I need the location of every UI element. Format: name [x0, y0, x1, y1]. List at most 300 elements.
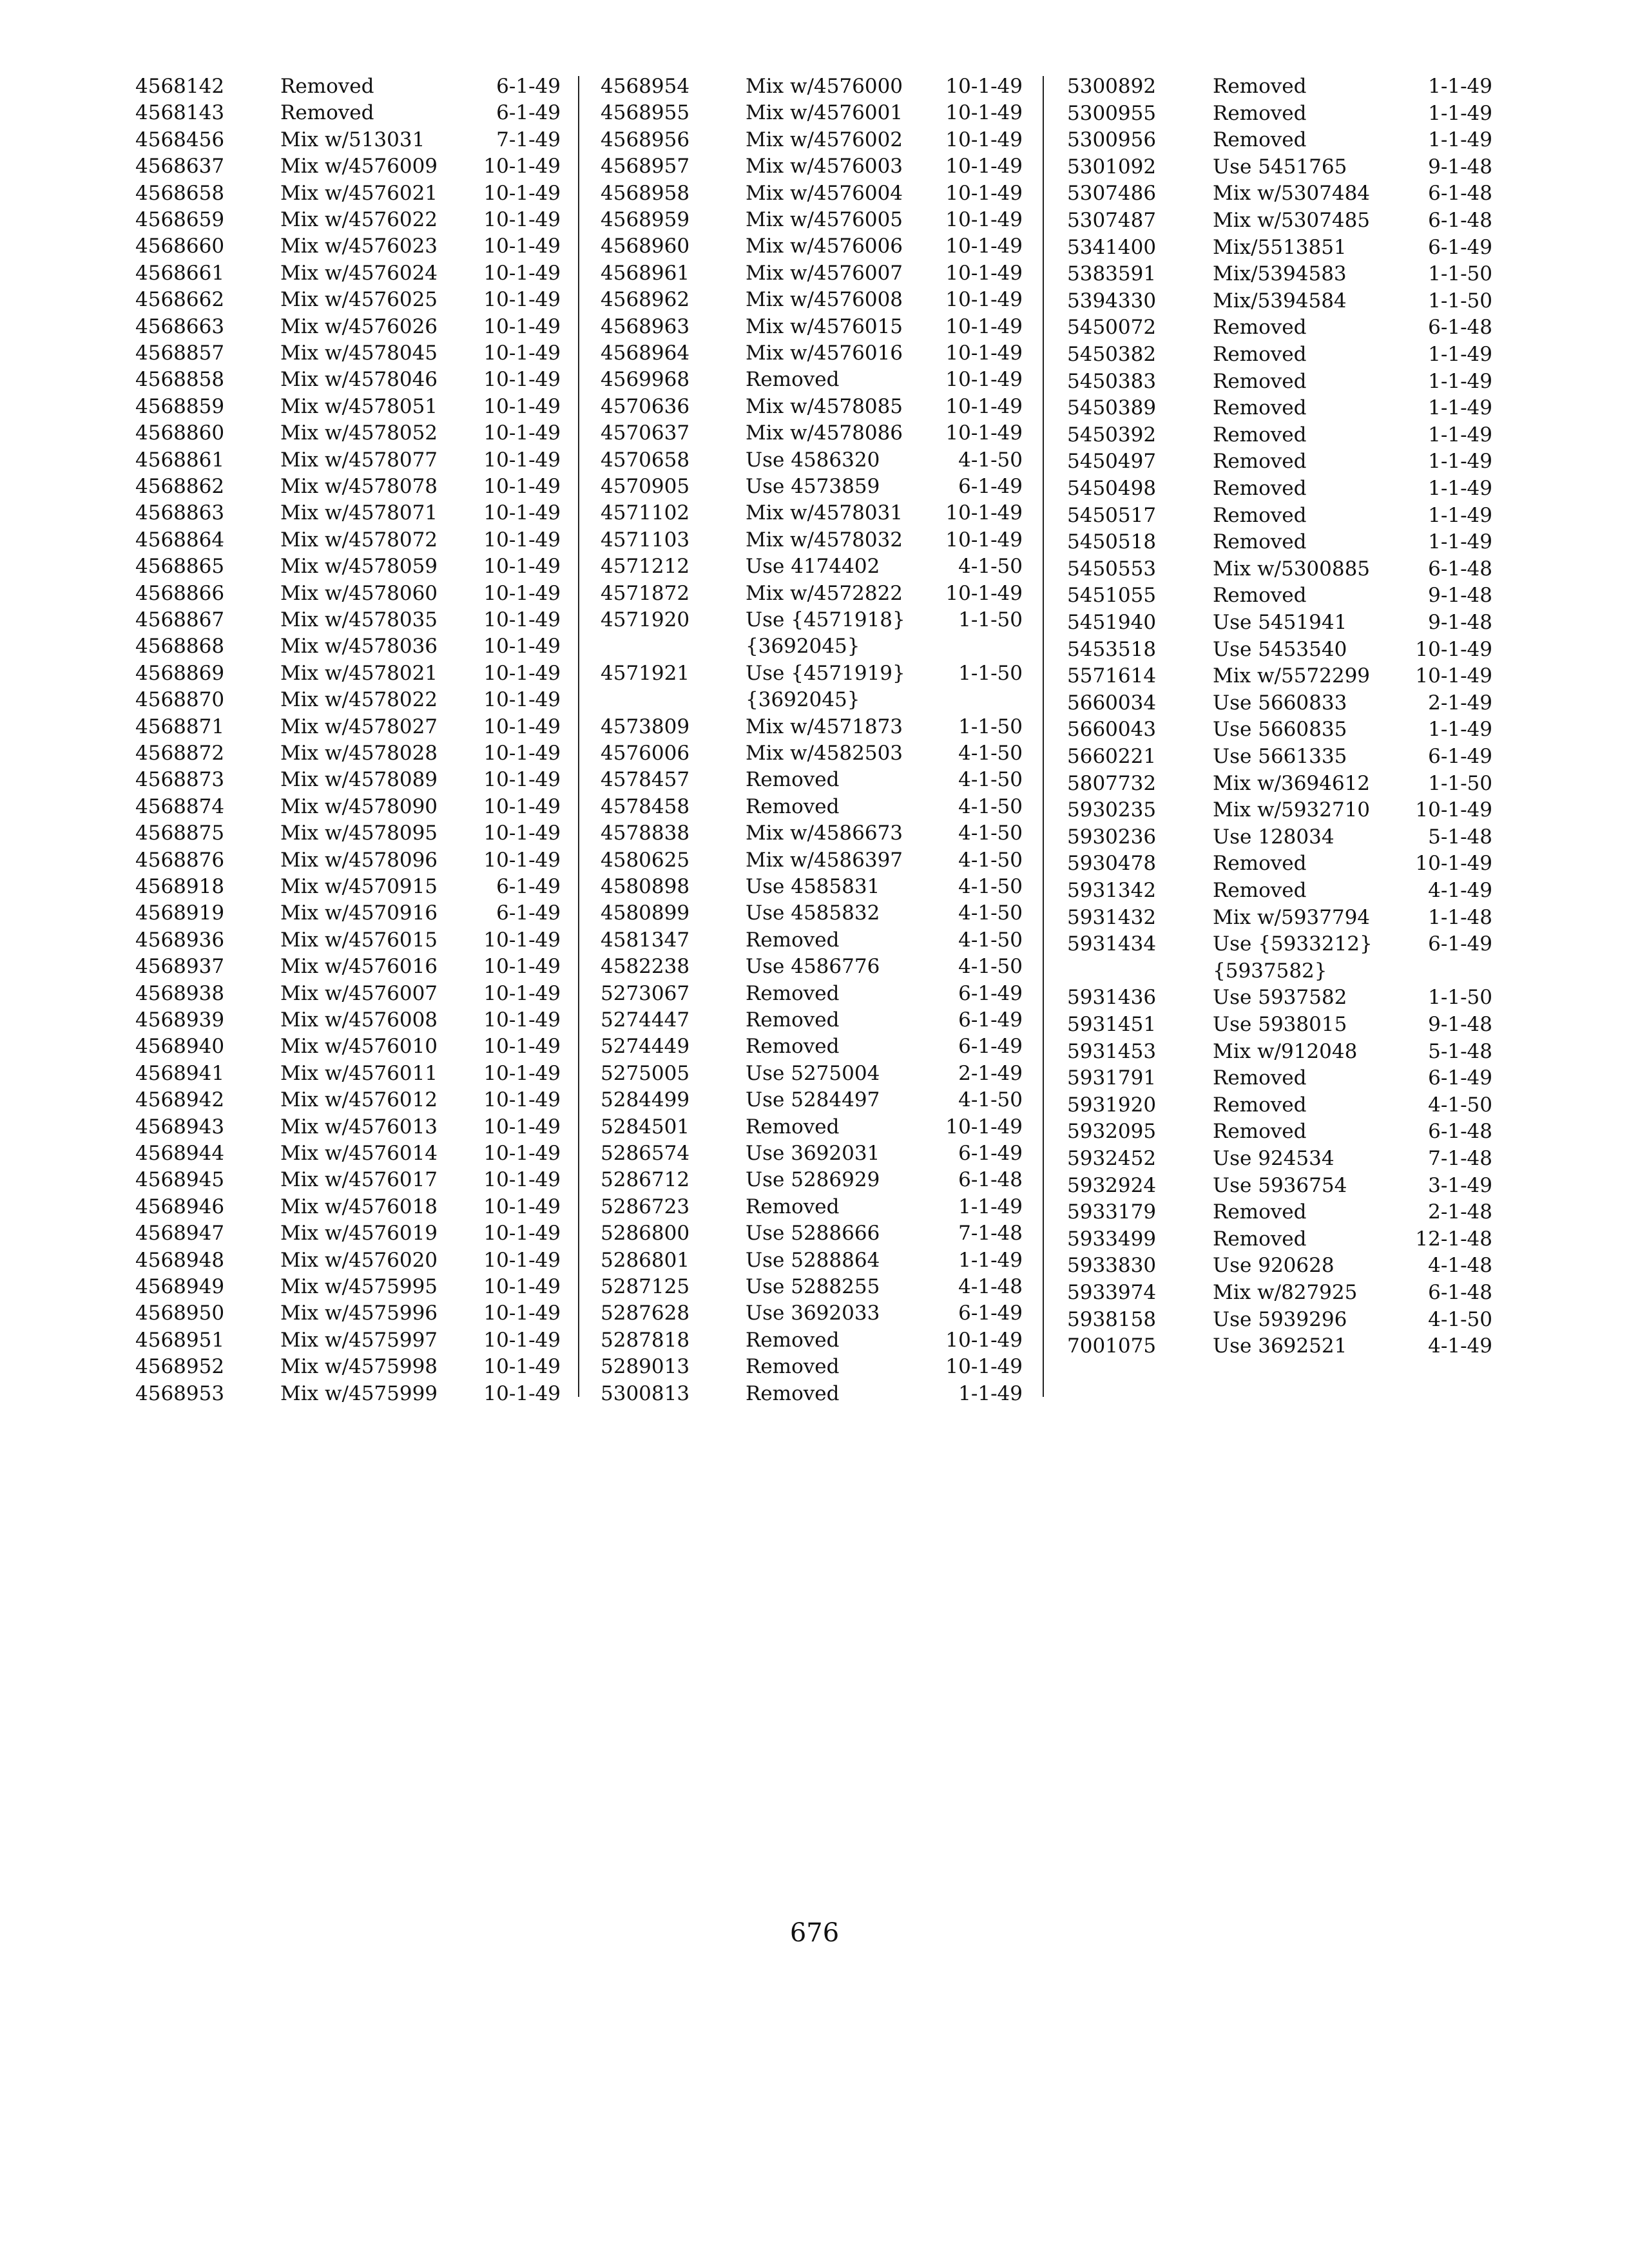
disposition: Use 5288255 — [746, 1275, 880, 1298]
disposition: Mix w/4576024 — [280, 261, 438, 285]
effective-date: 10-1-49 — [1415, 852, 1492, 876]
table-row — [135, 73, 567, 100]
part-number: 5931920 — [1067, 1093, 1157, 1117]
disposition: Removed — [1213, 1200, 1307, 1224]
effective-date: 6-1-49 — [496, 101, 561, 125]
effective-date: 6-1-48 — [1428, 1281, 1492, 1304]
effective-date: 4-1-50 — [958, 955, 1023, 979]
disposition: Mix w/4576020 — [280, 1248, 438, 1272]
disposition: Mix w/4576019 — [280, 1222, 438, 1245]
part-number: 4568942 — [135, 1088, 225, 1112]
table-row — [1067, 1173, 1492, 1199]
table-row — [601, 767, 1032, 793]
table-row — [135, 1327, 567, 1354]
effective-date: 4-1-50 — [958, 448, 1023, 472]
effective-date: 10-1-49 — [483, 1195, 561, 1218]
table-row — [601, 207, 1032, 233]
effective-date: 6-1-48 — [1428, 209, 1492, 232]
part-number: 4568953 — [135, 1381, 225, 1405]
part-number: 5933974 — [1067, 1281, 1157, 1304]
effective-date: 1-1-50 — [958, 661, 1023, 685]
part-number: 5571614 — [1067, 664, 1157, 688]
effective-date: 6-1-48 — [1428, 182, 1492, 206]
effective-date: 1-1-50 — [1428, 289, 1492, 312]
disposition: Use 5284497 — [746, 1088, 880, 1112]
table-row — [601, 927, 1032, 954]
effective-date: 1-1-49 — [1428, 530, 1492, 554]
table-row — [1067, 878, 1492, 904]
disposition: Use 5661335 — [1213, 745, 1347, 768]
table-row — [601, 447, 1032, 474]
table-row — [1067, 207, 1492, 234]
disposition: Removed — [1213, 1066, 1307, 1090]
effective-date: 10-1-49 — [945, 314, 1023, 338]
part-number: 5660043 — [1067, 718, 1157, 742]
disposition: Removed — [746, 1008, 840, 1032]
part-number: 4568960 — [601, 235, 690, 258]
effective-date: 4-1-49 — [1428, 1334, 1492, 1358]
effective-date: 10-1-49 — [483, 421, 561, 445]
effective-date: 10-1-49 — [483, 208, 561, 231]
table-row — [601, 314, 1032, 340]
part-number: 5932095 — [1067, 1120, 1157, 1144]
table-row — [135, 1140, 567, 1167]
effective-date: 10-1-49 — [945, 75, 1023, 98]
disposition: Use 5660835 — [1213, 718, 1347, 742]
effective-date: 6-1-48 — [1428, 316, 1492, 340]
effective-date: 4-1-50 — [958, 875, 1023, 898]
effective-date: 4-1-50 — [1428, 1093, 1492, 1117]
disposition: Use 924534 — [1213, 1147, 1335, 1170]
table-row — [601, 740, 1032, 767]
disposition: Removed — [746, 1195, 840, 1218]
effective-date: 5-1-48 — [1428, 825, 1492, 849]
disposition: Use 4585831 — [746, 875, 880, 898]
table-row — [135, 100, 567, 126]
disposition: Mix w/3694612 — [1213, 771, 1371, 795]
part-number: 5301092 — [1067, 155, 1157, 178]
table-row — [1067, 1039, 1492, 1065]
table-row — [1067, 1253, 1492, 1279]
part-number: 4581347 — [601, 928, 690, 952]
disposition: Mix w/4578031 — [746, 501, 903, 525]
part-number: 4568956 — [601, 128, 690, 151]
table-row — [1067, 824, 1492, 850]
disposition: Mix w/4576023 — [280, 235, 438, 258]
disposition: Mix w/4578027 — [280, 715, 438, 738]
disposition: Removed — [746, 1035, 840, 1059]
effective-date: 10-1-49 — [1415, 637, 1492, 661]
disposition: Use 5938015 — [1213, 1013, 1347, 1036]
part-number: 4568940 — [135, 1035, 225, 1059]
table-row — [601, 153, 1032, 180]
effective-date: 1-1-49 — [958, 1195, 1023, 1218]
table-row — [135, 287, 567, 313]
part-number: 4568945 — [135, 1168, 225, 1192]
part-number: 4568943 — [135, 1115, 225, 1139]
disposition: {5937582} — [1213, 959, 1327, 983]
effective-date: 6-1-49 — [958, 1035, 1023, 1059]
part-number: 4568865 — [135, 555, 225, 579]
disposition: Use 3692521 — [1213, 1334, 1347, 1358]
disposition: Mix w/4576022 — [280, 208, 438, 231]
table-row — [601, 847, 1032, 874]
part-number: 4568637 — [135, 155, 225, 178]
part-number: 4580625 — [601, 848, 690, 872]
part-number: 5284501 — [601, 1115, 690, 1139]
table-row — [601, 1327, 1032, 1354]
table-row — [135, 207, 567, 233]
effective-date: 10-1-49 — [483, 181, 561, 205]
disposition: Mix w/4576014 — [280, 1142, 438, 1165]
effective-date: 10-1-49 — [945, 581, 1023, 605]
part-number: 4568860 — [135, 421, 225, 445]
effective-date: 1-1-49 — [1428, 450, 1492, 474]
disposition: Mix w/4576018 — [280, 1195, 438, 1218]
part-number: 5451940 — [1067, 611, 1157, 634]
disposition: Removed — [1213, 1093, 1307, 1117]
effective-date: 2-1-49 — [958, 1061, 1023, 1085]
part-number: 5274449 — [601, 1035, 690, 1059]
part-number: 5933179 — [1067, 1200, 1157, 1224]
part-number: 4568858 — [135, 368, 225, 392]
disposition: Mix w/4576005 — [746, 208, 903, 231]
table-row — [135, 740, 567, 767]
disposition: Mix w/4576015 — [746, 314, 903, 338]
part-number: 4568954 — [601, 75, 690, 98]
effective-date: 10-1-49 — [483, 314, 561, 338]
disposition: Mix w/4576008 — [280, 1008, 438, 1032]
table-row — [135, 1274, 567, 1300]
table-row — [601, 367, 1032, 393]
part-number: 4568870 — [135, 688, 225, 712]
effective-date: 10-1-49 — [483, 261, 561, 285]
effective-date: 1-1-49 — [1428, 503, 1492, 527]
table-row — [601, 420, 1032, 447]
table-row — [601, 1300, 1032, 1327]
part-number: 4568959 — [601, 208, 690, 231]
part-number: 4570636 — [601, 394, 690, 418]
part-number: 4568944 — [135, 1142, 225, 1165]
effective-date: 9-1-48 — [1428, 1013, 1492, 1036]
effective-date: 1-1-49 — [1428, 423, 1492, 447]
effective-date: 4-1-50 — [958, 822, 1023, 845]
part-number: 4568873 — [135, 768, 225, 792]
effective-date: 10-1-49 — [483, 794, 561, 818]
effective-date: 10-1-49 — [945, 421, 1023, 445]
table-row — [1067, 744, 1492, 770]
disposition: Mix w/4576016 — [280, 955, 438, 979]
disposition: Mix w/5300885 — [1213, 557, 1371, 581]
table-row — [135, 394, 567, 420]
disposition: Mix w/4575995 — [280, 1275, 438, 1298]
effective-date: 6-1-49 — [496, 75, 561, 98]
part-number: 4568955 — [601, 101, 690, 125]
column-divider — [1043, 76, 1044, 1397]
table-row — [135, 233, 567, 260]
part-number: 5660221 — [1067, 745, 1157, 768]
part-number: 4568938 — [135, 981, 225, 1005]
table-row — [135, 687, 567, 713]
part-number: 4568857 — [135, 341, 225, 365]
table-row — [135, 820, 567, 847]
table-row — [1067, 771, 1492, 797]
effective-date: 10-1-49 — [1415, 798, 1492, 822]
disposition: Mix w/4576017 — [280, 1168, 438, 1192]
disposition: Mix w/4578085 — [746, 394, 903, 418]
table-row — [601, 340, 1032, 367]
disposition: Mix w/4570916 — [280, 901, 438, 925]
part-number: 5286712 — [601, 1168, 690, 1192]
table-row — [601, 1061, 1032, 1087]
effective-date: 1-1-50 — [1428, 771, 1492, 795]
disposition: Mix w/4578060 — [280, 581, 438, 605]
table-row — [135, 314, 567, 340]
effective-date: 4-1-50 — [958, 794, 1023, 818]
disposition: Mix w/4576015 — [280, 928, 438, 952]
effective-date: 10-1-49 — [945, 235, 1023, 258]
part-number: 4568871 — [135, 715, 225, 738]
disposition: Mix w/4576010 — [280, 1035, 438, 1059]
disposition: Mix w/4576011 — [280, 1061, 438, 1085]
table-row — [1067, 716, 1492, 743]
disposition: Removed — [1213, 477, 1307, 500]
effective-date: 1-1-49 — [1428, 128, 1492, 152]
disposition: Removed — [746, 1328, 840, 1352]
table-row — [135, 1087, 567, 1113]
table-row — [1067, 422, 1492, 448]
table-row — [135, 1114, 567, 1140]
disposition: Use 4586320 — [746, 448, 880, 472]
table-row — [1067, 1226, 1492, 1253]
disposition: Mix w/4576007 — [746, 261, 903, 285]
table-row — [601, 500, 1032, 526]
disposition: Mix w/4576016 — [746, 341, 903, 365]
disposition: Mix w/4578051 — [280, 394, 438, 418]
disposition: Use 5286929 — [746, 1168, 880, 1192]
part-number: 4568142 — [135, 75, 225, 98]
effective-date: 10-1-49 — [945, 181, 1023, 205]
part-number: 4568963 — [601, 314, 690, 338]
part-number: 4568868 — [135, 635, 225, 658]
effective-date: 10-1-49 — [483, 1008, 561, 1032]
effective-date: 6-1-48 — [958, 1168, 1023, 1192]
effective-date: 10-1-49 — [483, 955, 561, 979]
effective-date: 10-1-49 — [483, 288, 561, 312]
part-number: 5807732 — [1067, 771, 1157, 795]
table-row — [601, 1087, 1032, 1113]
table-row — [1067, 905, 1492, 931]
table-row — [135, 127, 567, 153]
part-number: 5938158 — [1067, 1307, 1157, 1331]
part-number: 4568659 — [135, 208, 225, 231]
effective-date: 10-1-49 — [483, 688, 561, 712]
disposition: Use 5939296 — [1213, 1307, 1347, 1331]
table-row — [1067, 127, 1492, 153]
effective-date: 10-1-49 — [483, 394, 561, 418]
part-number: 5286574 — [601, 1142, 690, 1165]
table-row — [601, 233, 1032, 260]
effective-date: 6-1-49 — [958, 981, 1023, 1005]
effective-date: 6-1-48 — [1428, 1120, 1492, 1144]
part-number: 5287628 — [601, 1302, 690, 1325]
table-row — [135, 500, 567, 526]
effective-date: 4-1-50 — [958, 848, 1023, 872]
effective-date: 10-1-49 — [483, 1355, 561, 1379]
table-row — [601, 1194, 1032, 1220]
part-number: 4571103 — [601, 528, 690, 552]
disposition: Use 920628 — [1213, 1254, 1335, 1278]
part-number: 4568962 — [601, 288, 690, 312]
effective-date: 10-1-49 — [945, 368, 1023, 392]
effective-date: 12-1-48 — [1415, 1227, 1492, 1251]
disposition: Use 5937582 — [1213, 986, 1347, 1010]
part-number: 4568947 — [135, 1222, 225, 1245]
effective-date: 10-1-49 — [483, 155, 561, 178]
table-row — [601, 1381, 1032, 1407]
part-number: 4568919 — [135, 901, 225, 925]
part-number: 4571102 — [601, 501, 690, 525]
disposition: Mix w/4572822 — [746, 581, 903, 605]
effective-date: 3-1-49 — [1428, 1173, 1492, 1197]
table-row — [1067, 637, 1492, 663]
table-row — [601, 73, 1032, 100]
disposition: Use 5660833 — [1213, 691, 1347, 715]
effective-date: 10-1-49 — [483, 235, 561, 258]
part-number: 5300813 — [601, 1381, 690, 1405]
effective-date: 6-1-49 — [496, 875, 561, 898]
part-number: 4568863 — [135, 501, 225, 525]
effective-date: 1-1-49 — [958, 1381, 1023, 1405]
effective-date: 10-1-49 — [483, 1222, 561, 1245]
effective-date: 10-1-49 — [483, 1302, 561, 1325]
effective-date: 1-1-50 — [1428, 986, 1492, 1010]
effective-date: 10-1-49 — [945, 1115, 1023, 1139]
effective-date: 10-1-49 — [945, 155, 1023, 178]
table-row — [601, 1247, 1032, 1274]
part-number: 5931453 — [1067, 1039, 1157, 1063]
disposition: Mix w/4582503 — [746, 742, 903, 765]
table-row — [135, 474, 567, 500]
effective-date: 4-1-49 — [1428, 879, 1492, 902]
table-row — [601, 527, 1032, 553]
part-number: 4568864 — [135, 528, 225, 552]
part-number: 4568950 — [135, 1302, 225, 1325]
part-number: 4568952 — [135, 1355, 225, 1379]
effective-date: 10-1-49 — [945, 528, 1023, 552]
part-number: 5307486 — [1067, 182, 1157, 206]
effective-date: 1-1-50 — [958, 608, 1023, 631]
part-number: 5383591 — [1067, 262, 1157, 286]
disposition: Removed — [1213, 396, 1307, 420]
disposition: Mix w/4576006 — [746, 235, 903, 258]
table-row — [135, 981, 567, 1007]
table-row — [601, 474, 1032, 500]
table-row — [1067, 395, 1492, 421]
part-number: 5931436 — [1067, 986, 1157, 1010]
part-number: 4568957 — [601, 155, 690, 178]
effective-date: 10-1-49 — [945, 128, 1023, 151]
table-row — [601, 260, 1032, 287]
effective-date: 7-1-48 — [1428, 1147, 1492, 1170]
disposition: Mix w/4586673 — [746, 822, 903, 845]
effective-date: 2-1-49 — [1428, 691, 1492, 715]
disposition: Mix w/4578090 — [280, 794, 438, 818]
effective-date: 10-1-49 — [483, 1115, 561, 1139]
table-row — [601, 900, 1032, 927]
part-number: 5450392 — [1067, 423, 1157, 447]
disposition: Mix w/4578072 — [280, 528, 438, 552]
disposition: Mix w/4578071 — [280, 501, 438, 525]
table-row — [135, 447, 567, 474]
part-number: 5287125 — [601, 1275, 690, 1298]
part-number: 5451055 — [1067, 584, 1157, 608]
table-row — [601, 820, 1032, 847]
disposition: Use 4174402 — [746, 555, 880, 579]
disposition: Removed — [1213, 369, 1307, 393]
table-row — [135, 874, 567, 900]
table-row — [135, 420, 567, 447]
table-row — [601, 127, 1032, 153]
table-row — [601, 874, 1032, 900]
disposition: Removed — [746, 368, 840, 392]
part-number: 5932452 — [1067, 1147, 1157, 1170]
table-row — [601, 1354, 1032, 1380]
disposition: Use 5275004 — [746, 1061, 880, 1085]
disposition: Mix w/4570915 — [280, 875, 438, 898]
effective-date: 5-1-48 — [1428, 1039, 1492, 1063]
part-number: 4568859 — [135, 394, 225, 418]
effective-date: 2-1-48 — [1428, 1200, 1492, 1224]
disposition: {3692045} — [746, 688, 860, 712]
effective-date: 10-1-49 — [483, 848, 561, 872]
disposition: Mix w/5307485 — [1213, 209, 1371, 232]
table-row — [1067, 1146, 1492, 1172]
disposition: Use {5933212} — [1213, 932, 1373, 956]
disposition: Mix w/4578077 — [280, 448, 438, 472]
table-row — [1067, 850, 1492, 877]
table-row — [1067, 1092, 1492, 1119]
disposition: Mix w/5572299 — [1213, 664, 1371, 688]
table-row — [601, 607, 1032, 633]
disposition: Removed — [1213, 128, 1307, 152]
effective-date: 9-1-48 — [1428, 611, 1492, 634]
disposition: Removed — [280, 101, 374, 125]
disposition: Removed — [1213, 316, 1307, 340]
effective-date: 10-1-49 — [945, 261, 1023, 285]
effective-date: 10-1-49 — [1415, 664, 1492, 688]
effective-date: 10-1-49 — [483, 555, 561, 579]
part-number: 4578458 — [601, 794, 690, 818]
effective-date: 6-1-48 — [1428, 557, 1492, 581]
effective-date: 6-1-49 — [1428, 235, 1492, 259]
part-number: 5932924 — [1067, 1173, 1157, 1197]
part-number: 4568866 — [135, 581, 225, 605]
page-number: 676 — [789, 1918, 840, 1948]
part-number: 5286800 — [601, 1222, 690, 1245]
part-number: 4568951 — [135, 1328, 225, 1352]
effective-date: 1-1-49 — [1428, 369, 1492, 393]
table-row — [135, 260, 567, 287]
table-row — [135, 900, 567, 927]
disposition: Mix w/4575996 — [280, 1302, 438, 1325]
disposition: Mix w/827925 — [1213, 1281, 1358, 1304]
table-row — [1067, 797, 1492, 823]
disposition: Mix w/4578059 — [280, 555, 438, 579]
table-row — [135, 1061, 567, 1087]
disposition: Removed — [1213, 530, 1307, 554]
disposition: Mix w/4576003 — [746, 155, 903, 178]
